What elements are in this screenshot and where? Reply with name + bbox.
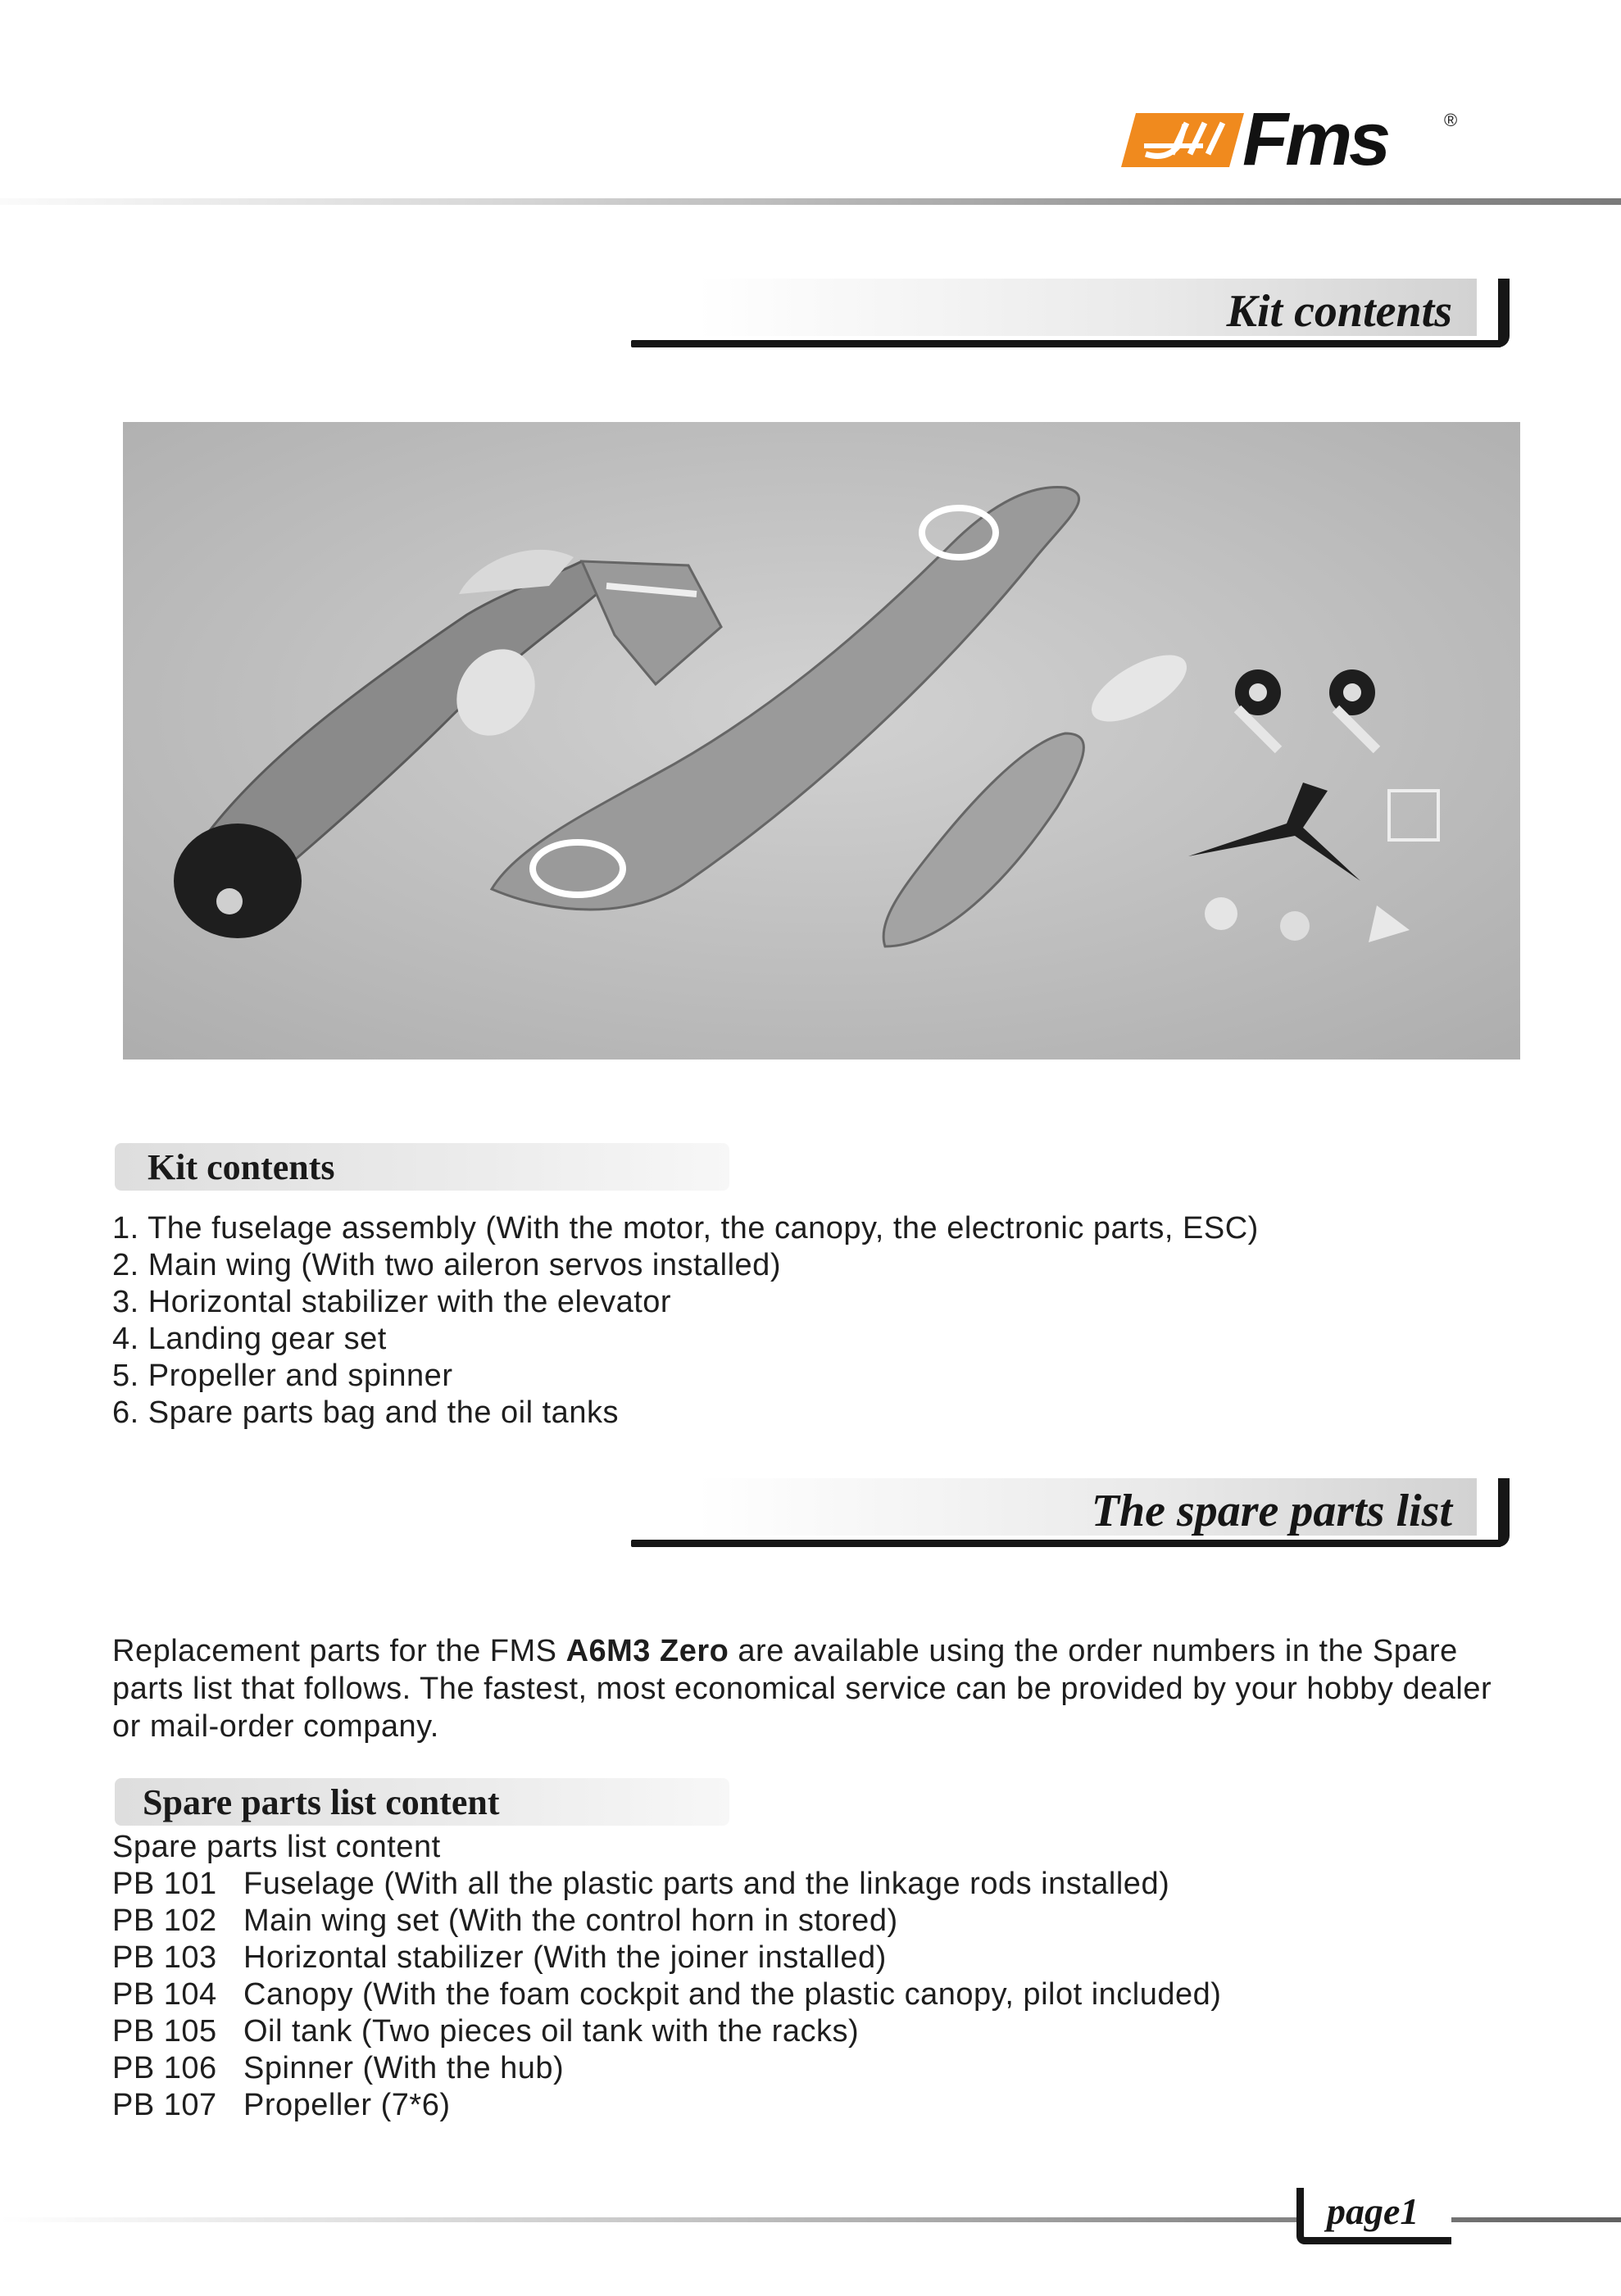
page-number: page1	[1327, 2190, 1419, 2232]
kit-contents-photo	[123, 422, 1520, 1060]
list-item: 1. The fuselage assembly (With the motor, the canopy, the electronic parts, ESC)	[112, 1211, 1259, 1246]
kit-contents-subheading-text: Kit contents	[148, 1147, 335, 1187]
table-row	[112, 2087, 1221, 2124]
part-desc: Main wing set (With the control horn in stored)	[243, 1904, 898, 1938]
spare-parts-banner	[631, 1475, 1510, 1547]
table-row	[112, 1976, 1221, 2013]
spare-parts-intro: Replacement parts for the FMS A6M3 Zero are available using the order numbers in the Spare parts list that follows. The fastest, most economical service can be provided by your hobby dealer or mail-order company.	[112, 1634, 1492, 1744]
list-item: 4. Landing gear set	[112, 1322, 387, 1356]
page-number-tab	[1296, 2188, 1451, 2244]
spare-parts-subheading-text: Spare parts list content	[143, 1782, 500, 1822]
spare-parts-list-title: Spare parts list content	[112, 1830, 441, 1864]
airplane-kit-image-icon	[123, 422, 1520, 1060]
list-item: 6. Spare parts bag and the oil tanks	[112, 1395, 619, 1430]
model-name: A6M3 Zero	[565, 1634, 729, 1668]
spare-parts-banner-title: The spare parts list	[1091, 1486, 1452, 1536]
part-code: PB 106	[112, 2051, 217, 2085]
table-row	[112, 1940, 1221, 1976]
part-code: PB 103	[112, 1940, 217, 1975]
part-desc: Horizontal stabilizer (With the joiner installed)	[243, 1940, 887, 1975]
part-desc: Fuselage (With all the plastic parts and the linkage rods installed)	[243, 1867, 1170, 1901]
part-code: PB 105	[112, 2014, 217, 2049]
registered-mark: ®	[1444, 110, 1458, 130]
table-row	[112, 2013, 1221, 2050]
part-code: PB 102	[112, 1904, 217, 1938]
header-divider	[0, 198, 1621, 205]
part-desc: Propeller (7*6)	[243, 2088, 451, 2122]
fms-logo-mark-icon	[1121, 113, 1244, 167]
brand-name: Fms	[1242, 98, 1388, 181]
table-row	[112, 2050, 1221, 2087]
list-item: 5. Propeller and spinner	[112, 1359, 453, 1393]
fms-logo	[1121, 98, 1465, 181]
kit-contents-subheading	[115, 1143, 729, 1191]
part-code: PB 107	[112, 2088, 217, 2122]
kit-contents-banner-title: Kit contents	[1226, 286, 1452, 337]
table-row	[112, 1866, 1221, 1903]
part-code: PB 104	[112, 1977, 217, 2012]
kit-contents-list	[112, 1210, 1259, 1432]
part-code: PB 101	[112, 1867, 217, 1901]
part-desc: Spinner (With the hub)	[243, 2051, 565, 2085]
table-row	[112, 1903, 1221, 1940]
kit-contents-banner	[631, 275, 1510, 347]
part-desc: Oil tank (Two pieces oil tank with the racks)	[243, 2014, 860, 2049]
spare-parts-subheading	[115, 1778, 729, 1826]
list-item: 3. Horizontal stabilizer with the elevator	[112, 1285, 672, 1319]
part-desc: Canopy (With the foam cockpit and the plastic canopy, pilot included)	[243, 1977, 1222, 2012]
list-item: 2. Main wing (With two aileron servos installed)	[112, 1248, 781, 1282]
spare-parts-list	[112, 1829, 1221, 2124]
